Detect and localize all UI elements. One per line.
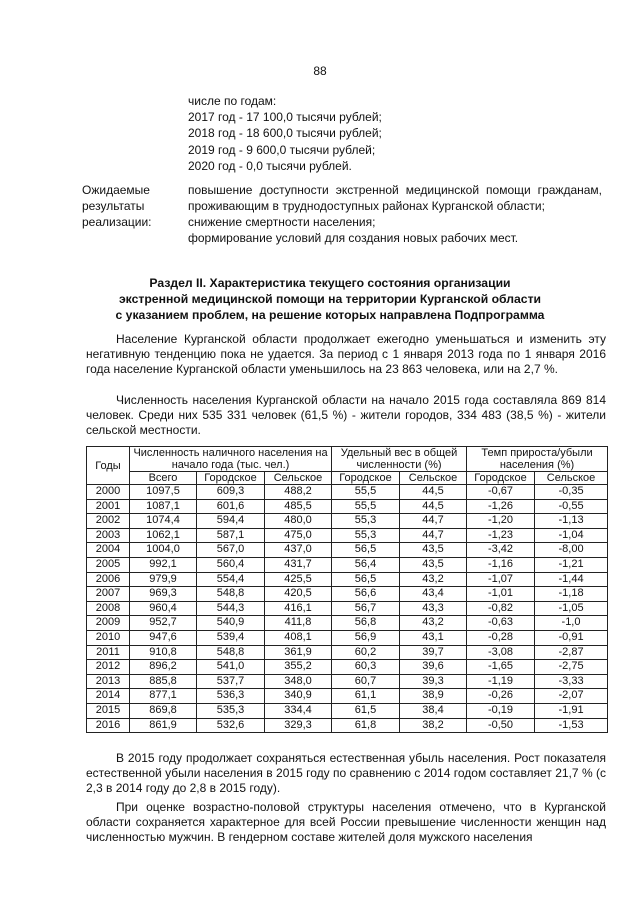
table-cell: -1,20 <box>467 514 535 529</box>
table-cell: 1004,0 <box>130 543 197 558</box>
table-cell: -1,21 <box>535 557 608 572</box>
table-cell: -1,16 <box>467 557 535 572</box>
table-cell: 39,7 <box>400 645 467 660</box>
table-cell: 43,1 <box>400 630 467 645</box>
table-cell: -0,82 <box>467 601 535 616</box>
table-cell: 2001 <box>87 499 130 514</box>
header-years: Годы <box>87 447 130 485</box>
title-line: экстренной медицинской помощи на территории Курганской области <box>118 292 542 306</box>
header-population-share: Удельный вес в общей численности (%) <box>332 447 467 472</box>
paragraph-gender-structure <box>86 800 606 846</box>
funding-line: 2018 год - 18 600,0 тысячи рублей; <box>188 126 382 141</box>
label-line: результаты <box>82 199 145 213</box>
table-cell: 541,0 <box>197 660 265 675</box>
table-cell: -8,00 <box>535 543 608 558</box>
table-cell: 1087,1 <box>130 499 197 514</box>
table-cell: -3,42 <box>467 543 535 558</box>
table-cell: 877,1 <box>130 689 197 704</box>
table-cell: -2,07 <box>535 689 608 704</box>
header-rural: Сельское <box>535 472 608 485</box>
table-cell: 44,5 <box>400 499 467 514</box>
result-item: формирование условий для создания новых рабочих мест. <box>188 231 519 245</box>
funding-line: числе по годам: <box>188 94 277 108</box>
table-cell: 43,2 <box>400 616 467 631</box>
table-cell: 2010 <box>87 630 130 645</box>
table-cell: 537,7 <box>197 674 265 689</box>
paragraph-text: В 2015 году продолжает сохраняться естественная убыль населения. Рост показателя естественной убыли населения в 2015 году по сравнению с 2014 годом составляет 21,7 % (с 2,3 в 2014 году до 2,8 в 2015 году). <box>86 751 606 796</box>
table-cell: 60,3 <box>332 660 400 675</box>
result-item: повышение доступности экстренной медицинской помощи гражданам, проживающим в труднодоступных районах Курганской области; <box>188 183 602 213</box>
table-cell: 952,7 <box>130 616 197 631</box>
paragraph-population-decline <box>86 332 606 378</box>
table-cell: 60,7 <box>332 674 400 689</box>
table-cell: 44,7 <box>400 514 467 529</box>
table-cell: 437,0 <box>265 543 332 558</box>
table-cell: 485,5 <box>265 499 332 514</box>
table-row <box>87 674 608 689</box>
table-cell: -1,01 <box>467 587 535 602</box>
table-cell: 2002 <box>87 514 130 529</box>
table-cell: 488,2 <box>265 485 332 500</box>
table-cell: -3,08 <box>467 645 535 660</box>
table-cell: 56,5 <box>332 572 400 587</box>
table-cell: 2013 <box>87 674 130 689</box>
table-row <box>87 616 608 631</box>
table-cell: 554,4 <box>197 572 265 587</box>
table-cell: 43,4 <box>400 587 467 602</box>
table-cell: 2012 <box>87 660 130 675</box>
table-cell: 361,9 <box>265 645 332 660</box>
table-cell: 39,3 <box>400 674 467 689</box>
table-cell: 2009 <box>87 616 130 631</box>
header-growth-rate: Темп прироста/убыли населения (%) <box>467 447 608 472</box>
table-cell: 329,3 <box>265 718 332 733</box>
table-cell: 43,2 <box>400 572 467 587</box>
header-total: Всего <box>130 472 197 485</box>
table-cell: 567,0 <box>197 543 265 558</box>
table-cell: 2007 <box>87 587 130 602</box>
table-cell: 60,2 <box>332 645 400 660</box>
table-cell: 56,5 <box>332 543 400 558</box>
table-cell: 38,4 <box>400 703 467 718</box>
table-cell: -1,65 <box>467 660 535 675</box>
table-cell: -0,91 <box>535 630 608 645</box>
table-cell: 475,0 <box>265 528 332 543</box>
table-cell: 2008 <box>87 601 130 616</box>
table-cell: 355,2 <box>265 660 332 675</box>
header-urban: Городское <box>197 472 265 485</box>
table-cell: 535,3 <box>197 703 265 718</box>
table-cell: -1,05 <box>535 601 608 616</box>
table-cell: 411,8 <box>265 616 332 631</box>
table-cell: -0,50 <box>467 718 535 733</box>
page-number: 88 <box>313 64 327 78</box>
paragraph-natural-decline <box>86 751 606 797</box>
expected-results <box>82 182 602 246</box>
table-cell: 55,5 <box>332 499 400 514</box>
label-line: Ожидаемые <box>82 183 150 197</box>
table-cell: -1,0 <box>535 616 608 631</box>
table-row <box>87 572 608 587</box>
table-cell: -1,26 <box>467 499 535 514</box>
table-cell: 61,1 <box>332 689 400 704</box>
table-cell: 44,5 <box>400 485 467 500</box>
table-cell: 2004 <box>87 543 130 558</box>
table-cell: 334,4 <box>265 703 332 718</box>
funding-by-year <box>188 93 382 174</box>
header-rural: Сельское <box>400 472 467 485</box>
table-cell: 416,1 <box>265 601 332 616</box>
table-cell: -1,23 <box>467 528 535 543</box>
table-cell: 2015 <box>87 703 130 718</box>
table-cell: 532,6 <box>197 718 265 733</box>
table-cell: -1,53 <box>535 718 608 733</box>
table-cell: 480,0 <box>265 514 332 529</box>
table-cell: -0,26 <box>467 689 535 704</box>
paragraph-text: Численность населения Курганской области на начало 2015 года составляла 869 814 человек. Среди них 535 331 человек (61,5 %) - жители городов, 334 483 (38,5 %) - жители сельской местности. <box>86 393 606 438</box>
table-cell: -2,75 <box>535 660 608 675</box>
table-row <box>87 557 608 572</box>
table-cell: 56,7 <box>332 601 400 616</box>
table-cell: 348,0 <box>265 674 332 689</box>
table-cell: 896,2 <box>130 660 197 675</box>
table-cell: 536,3 <box>197 689 265 704</box>
table-row <box>87 703 608 718</box>
table-cell: 44,7 <box>400 528 467 543</box>
expected-results-label <box>82 182 182 230</box>
table-cell: -1,19 <box>467 674 535 689</box>
paragraph-text: При оценке возрастно-половой структуры населения отмечено, что в Курганской области сохраняется характерное для всей России превышение численности женщин над численностью мужчин. В гендерном составе жителей доля мужского населения <box>86 800 606 845</box>
table-cell: 960,4 <box>130 601 197 616</box>
population-table <box>86 446 608 733</box>
table-cell: 55,5 <box>332 485 400 500</box>
table-cell: 38,9 <box>400 689 467 704</box>
table-cell: -1,07 <box>467 572 535 587</box>
table-cell: 548,8 <box>197 587 265 602</box>
table-cell: 969,3 <box>130 587 197 602</box>
table-cell: 38,2 <box>400 718 467 733</box>
table-cell: 43,5 <box>400 557 467 572</box>
table-row <box>87 645 608 660</box>
table-cell: 979,9 <box>130 572 197 587</box>
table-cell: 56,8 <box>332 616 400 631</box>
table-cell: 408,1 <box>265 630 332 645</box>
table-row <box>87 485 608 500</box>
paragraph-population-2015 <box>86 393 606 439</box>
result-item: снижение смертности населения; <box>188 215 376 229</box>
table-cell: 55,3 <box>332 528 400 543</box>
table-cell: 39,6 <box>400 660 467 675</box>
table-cell: -1,18 <box>535 587 608 602</box>
table-cell: 869,8 <box>130 703 197 718</box>
table-cell: -1,44 <box>535 572 608 587</box>
table-cell: 587,1 <box>197 528 265 543</box>
title-line: с указанием проблем, на решение которых направлена Подпрограмма <box>115 308 545 322</box>
table-cell: 539,4 <box>197 630 265 645</box>
table-cell: -0,55 <box>535 499 608 514</box>
table-row <box>87 718 608 733</box>
table-cell: 2000 <box>87 485 130 500</box>
table-row <box>87 499 608 514</box>
table-cell: 2005 <box>87 557 130 572</box>
table-cell: 594,4 <box>197 514 265 529</box>
table-cell: -1,91 <box>535 703 608 718</box>
paragraph-text: Население Курганской области продолжает ежегодно уменьшаться и изменить эту негативную тенденцию пока не удается. За период с 1 января 2013 года по 1 января 2016 года население Курганской области уменьшилось на 23 863 человека, или на 2,7 %. <box>86 332 606 377</box>
table-cell: -0,28 <box>467 630 535 645</box>
header-population-count: Численность наличного населения на начало года (тыс. чел.) <box>130 447 332 472</box>
table-cell: 560,4 <box>197 557 265 572</box>
table-cell: 540,9 <box>197 616 265 631</box>
table-cell: 601,6 <box>197 499 265 514</box>
expected-results-content <box>188 182 602 246</box>
funding-line: 2020 год - 0,0 тысячи рублей. <box>188 158 352 173</box>
header-urban: Городское <box>467 472 535 485</box>
table-cell: 43,5 <box>400 543 467 558</box>
table-cell: 885,8 <box>130 674 197 689</box>
table-cell: 431,7 <box>265 557 332 572</box>
table-cell: -0,19 <box>467 703 535 718</box>
table-cell: 1074,4 <box>130 514 197 529</box>
funding-line: 2019 год - 9 600,0 тысячи рублей; <box>188 142 376 157</box>
table-cell: -0,67 <box>467 485 535 500</box>
label-line: реализации: <box>82 215 152 229</box>
table-cell: -1,04 <box>535 528 608 543</box>
table-cell: 2006 <box>87 572 130 587</box>
table-cell: 56,4 <box>332 557 400 572</box>
table-cell: 992,1 <box>130 557 197 572</box>
table-cell: 56,6 <box>332 587 400 602</box>
table-row <box>87 689 608 704</box>
table-row <box>87 514 608 529</box>
table-cell: -2,87 <box>535 645 608 660</box>
table-cell: 425,5 <box>265 572 332 587</box>
table-cell: -1,13 <box>535 514 608 529</box>
header-rural: Сельское <box>265 472 332 485</box>
table-cell: 1097,5 <box>130 485 197 500</box>
table-cell: 61,5 <box>332 703 400 718</box>
table-cell: 2016 <box>87 718 130 733</box>
table-cell: -0,35 <box>535 485 608 500</box>
table-cell: 609,3 <box>197 485 265 500</box>
table-cell: 2014 <box>87 689 130 704</box>
table-cell: 420,5 <box>265 587 332 602</box>
table-cell: 340,9 <box>265 689 332 704</box>
table-cell: 55,3 <box>332 514 400 529</box>
table-cell: 2003 <box>87 528 130 543</box>
table-cell: 861,9 <box>130 718 197 733</box>
table-cell: 548,8 <box>197 645 265 660</box>
table-cell: 910,8 <box>130 645 197 660</box>
table-row <box>87 630 608 645</box>
header-urban: Городское <box>332 472 400 485</box>
table-cell: 56,9 <box>332 630 400 645</box>
table-row <box>87 587 608 602</box>
table-cell: 2011 <box>87 645 130 660</box>
table-cell: -0,63 <box>467 616 535 631</box>
funding-line: 2017 год - 17 100,0 тысячи рублей; <box>188 110 382 125</box>
section-title <box>60 275 600 323</box>
table-row <box>87 543 608 558</box>
table-row <box>87 660 608 675</box>
table-row <box>87 601 608 616</box>
title-line: Раздел II. Характеристика текущего состояния организации <box>149 276 511 290</box>
table-cell: 43,3 <box>400 601 467 616</box>
table-cell: -3,33 <box>535 674 608 689</box>
table-body <box>87 485 608 733</box>
table-cell: 61,8 <box>332 718 400 733</box>
table-cell: 947,6 <box>130 630 197 645</box>
table-cell: 544,3 <box>197 601 265 616</box>
table-row <box>87 528 608 543</box>
table-cell: 1062,1 <box>130 528 197 543</box>
